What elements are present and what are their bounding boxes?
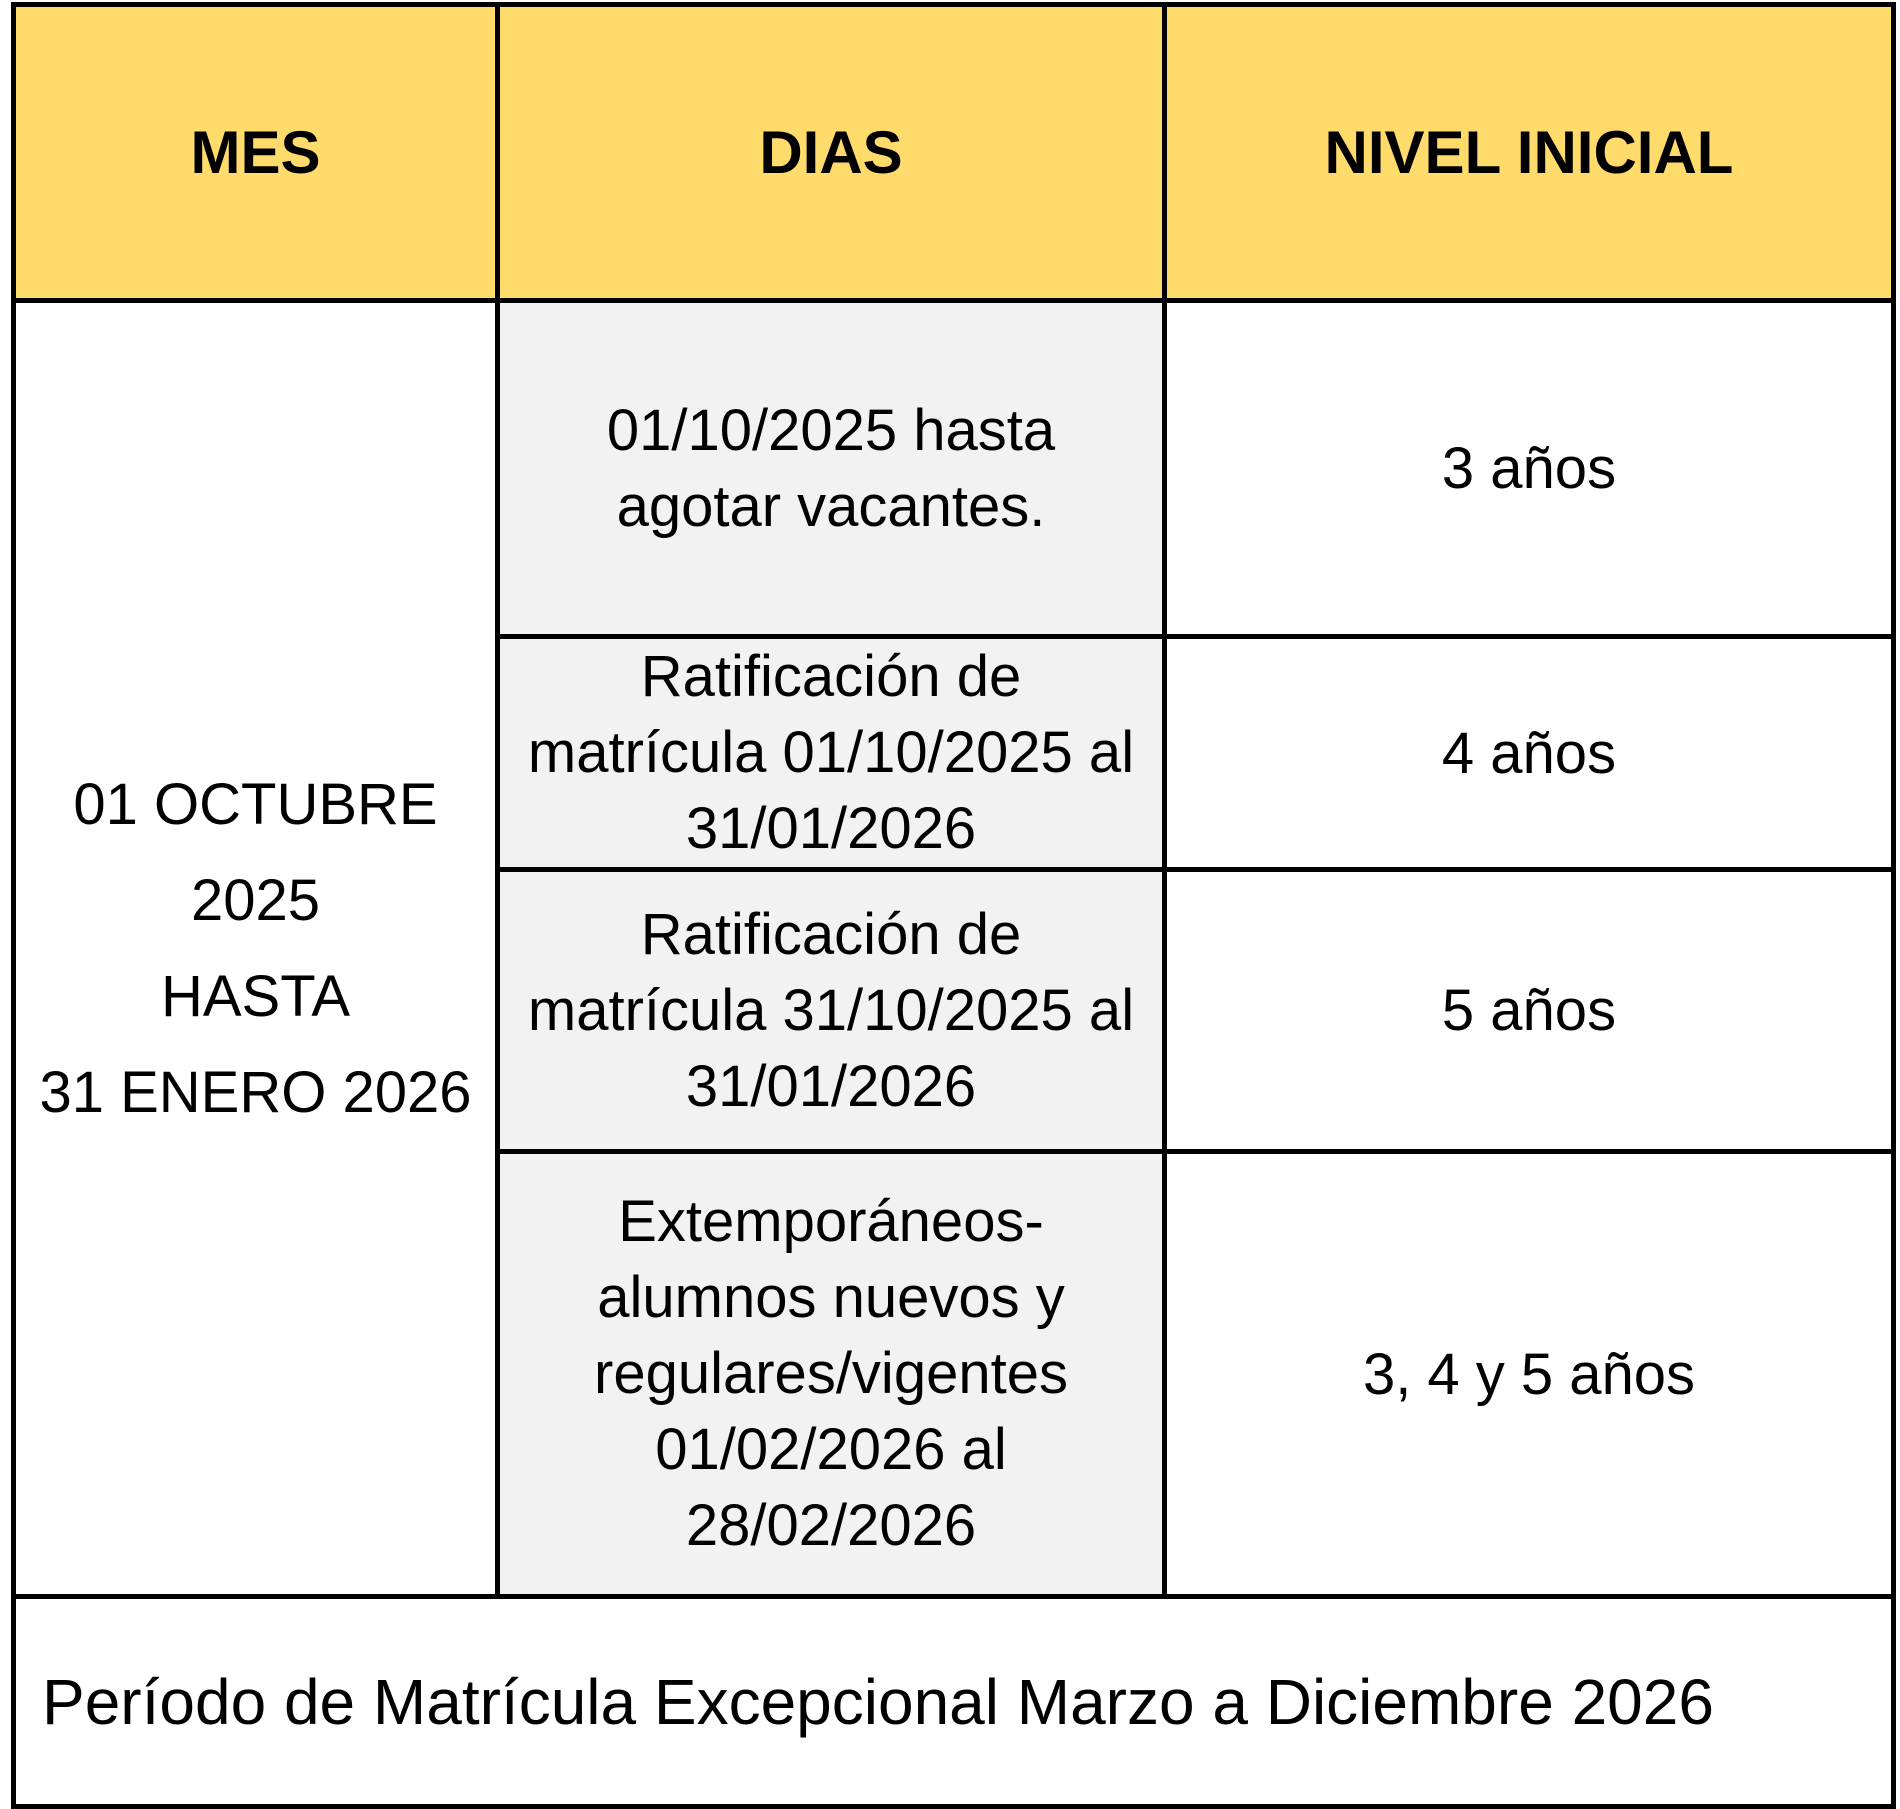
dias-cell — [498, 301, 1165, 637]
mes-period-line: 31 ENERO 2026 — [39, 1059, 472, 1125]
dias-line: agotar vacantes. — [616, 473, 1046, 539]
dias-line: matrícula 01/10/2025 al — [527, 720, 1135, 785]
dias-line: 28/02/2026 — [685, 1493, 977, 1558]
exceptional-enrollment-note: Período de Matrícula Excepcional Marzo a Diciembre 2026 — [14, 1597, 1894, 1807]
nivel-cell: 4 años — [1165, 637, 1894, 870]
dias-cell — [498, 637, 1165, 870]
footer-row — [14, 1597, 1894, 1807]
dias-line: alumnos nuevos y — [597, 1265, 1065, 1330]
dias-line: Extemporáneos- — [618, 1189, 1044, 1254]
dias-line: regulares/vigentes — [594, 1341, 1068, 1406]
dias-line: Ratificación de — [640, 901, 1022, 967]
dias-line: 31/01/2026 — [685, 796, 977, 861]
nivel-cell: 5 años — [1165, 870, 1894, 1152]
mes-period-line: 01 OCTUBRE — [73, 771, 438, 837]
header-nivel-inicial: NIVEL INICIAL — [1165, 5, 1894, 301]
dias-line: matrícula 31/10/2025 al — [527, 977, 1135, 1043]
dias-cell — [498, 1152, 1165, 1597]
dias-cell — [498, 870, 1165, 1152]
mes-period-line: HASTA — [160, 963, 351, 1029]
nivel-cell: 3, 4 y 5 años — [1165, 1152, 1894, 1597]
table-row — [14, 301, 1894, 637]
mes-period-cell — [14, 301, 498, 1597]
dias-line: 01/02/2026 al — [655, 1417, 1007, 1482]
nivel-cell: 3 años — [1165, 301, 1894, 637]
header-dias: DIAS — [498, 5, 1165, 301]
mes-period-line: 2025 — [190, 867, 321, 933]
dias-line: 31/01/2026 — [685, 1053, 977, 1119]
enrollment-schedule-table — [11, 2, 1896, 1809]
header-row — [14, 5, 1894, 301]
dias-line: Ratificación de — [640, 644, 1022, 709]
header-mes: MES — [14, 5, 498, 301]
dias-line: 01/10/2025 hasta — [606, 397, 1056, 463]
